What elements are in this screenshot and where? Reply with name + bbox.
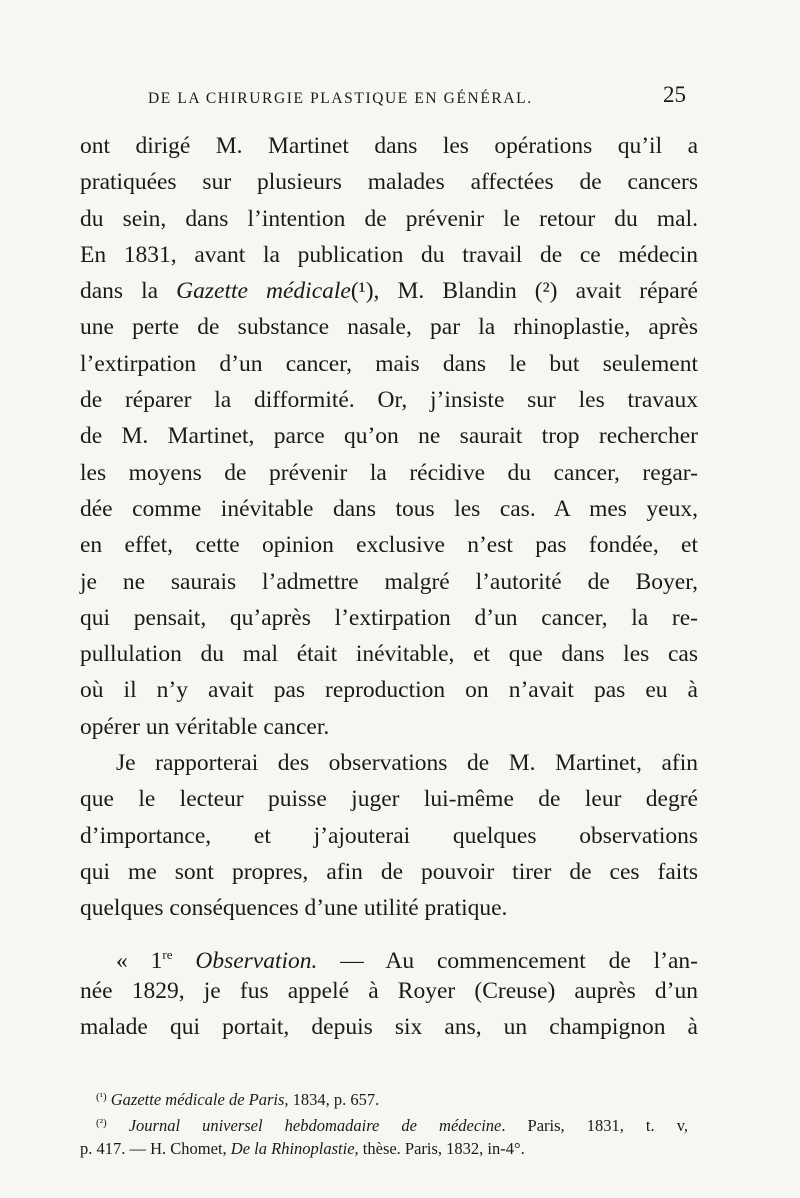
text-span: , M. Blandin [373, 278, 535, 305]
text-line: les moyens de prévenir la récidive du cancer, regar- [80, 459, 698, 486]
footnote-2 [96, 1110, 688, 1136]
page-number: 25 [663, 82, 686, 107]
text-span: dans la [80, 278, 177, 305]
text-line: de M. Martinet, parce qu’on ne saurait trop rechercher [80, 423, 698, 450]
body-text [80, 128, 698, 1045]
text-line: pullulation du mal était inévitable, et que dans les cas [80, 641, 698, 668]
text-span: . Paris, 1831, t. v, [501, 1116, 689, 1135]
text-line: une perte de substance nasale, par la rhinoplastie, après [80, 314, 698, 341]
text-line: quelques conséquences d’une utilité pratique. [80, 895, 508, 922]
text-span: , thèse. Paris, 1832, in-4°. [354, 1139, 525, 1158]
text-line: En 1831, avant la publication du travail de ce médecin [80, 241, 698, 268]
text-line: d’importance, et j’ajouterai quelques observations [80, 822, 698, 849]
text-line: qui pensait, qu’après l’extirpation d’un cancer, la re- [80, 604, 698, 631]
text-line: l’extirpation d’un cancer, mais dans le but seulement [80, 350, 698, 377]
footnote-2-continued [80, 1136, 688, 1162]
ordinal-superscript: re [162, 946, 173, 962]
footnote-1 [96, 1084, 688, 1110]
page-header [80, 82, 686, 120]
text-span: p. 417. — H. Chomet, [80, 1139, 231, 1158]
footnotes [80, 1084, 689, 1162]
paragraph-3 [80, 937, 698, 1046]
text-line: où il n’y avait pas reproduction on n’avait pas eu à [80, 677, 698, 704]
text-line: pratiquées sur plusieurs malades affectées de cancers [80, 169, 698, 196]
text-line: de réparer la difformité. Or, j’insiste sur les travaux [80, 387, 698, 414]
journal-title: Gazette médicale [176, 278, 351, 305]
paragraph-1 [80, 128, 698, 745]
text-line: en effet, cette opinion exclusive n’est pas fondée, et [80, 532, 698, 559]
observation-heading-line [80, 937, 698, 973]
footnote-title: Journal universel hebdomadaire de médecine [128, 1116, 502, 1135]
text-span: avait réparé [557, 278, 698, 305]
text-line: que le lecteur puisse juger lui-même de leur degré [80, 786, 698, 813]
text-line: malade qui portait, depuis six ans, un champignon à [80, 1014, 698, 1041]
footnote-mark: (¹) [96, 1091, 107, 1103]
text-line: qui me sont propres, afin de pouvoir tirer de ces faits [80, 858, 698, 885]
text-line: du sein, dans l’intention de prévenir le retour du mal. [80, 205, 698, 232]
text-line: dée comme inévitable dans tous les cas. A mes yeux, [80, 495, 698, 522]
text-span: — Au commencement de l’an- [317, 947, 699, 974]
text-span: « 1 [116, 947, 163, 974]
text-line: ont dirigé M. Martinet dans les opérations qu’il a [80, 133, 698, 159]
paragraph-2 [80, 745, 698, 926]
footnote-mark: (²) [96, 1117, 107, 1129]
text-line: opérer un véritable cancer. [80, 713, 330, 740]
footnote-title: De la Rhinoplastie [230, 1139, 355, 1158]
text-line [80, 273, 698, 309]
text-line: née 1829, je fus appelé à Royer (Creuse) auprès d’un [80, 977, 698, 1004]
footnote-ref-1: (¹) [350, 278, 374, 305]
footnote-ref-2: (²) [534, 278, 558, 305]
text-line: Je rapporterai des observations de M. Martinet, afin [116, 750, 698, 777]
footnote-title: Gazette médicale de Paris [110, 1090, 285, 1109]
running-head: DE LA CHIRURGIE PLASTIQUE EN GÉNÉRAL. [148, 90, 533, 107]
observation-title: Observation. [172, 947, 318, 974]
text-line: je ne saurais l’admettre malgré l’autorité de Boyer, [80, 568, 698, 595]
text-span: , 1834, p. 657. [284, 1090, 380, 1109]
section-gap [80, 927, 698, 937]
